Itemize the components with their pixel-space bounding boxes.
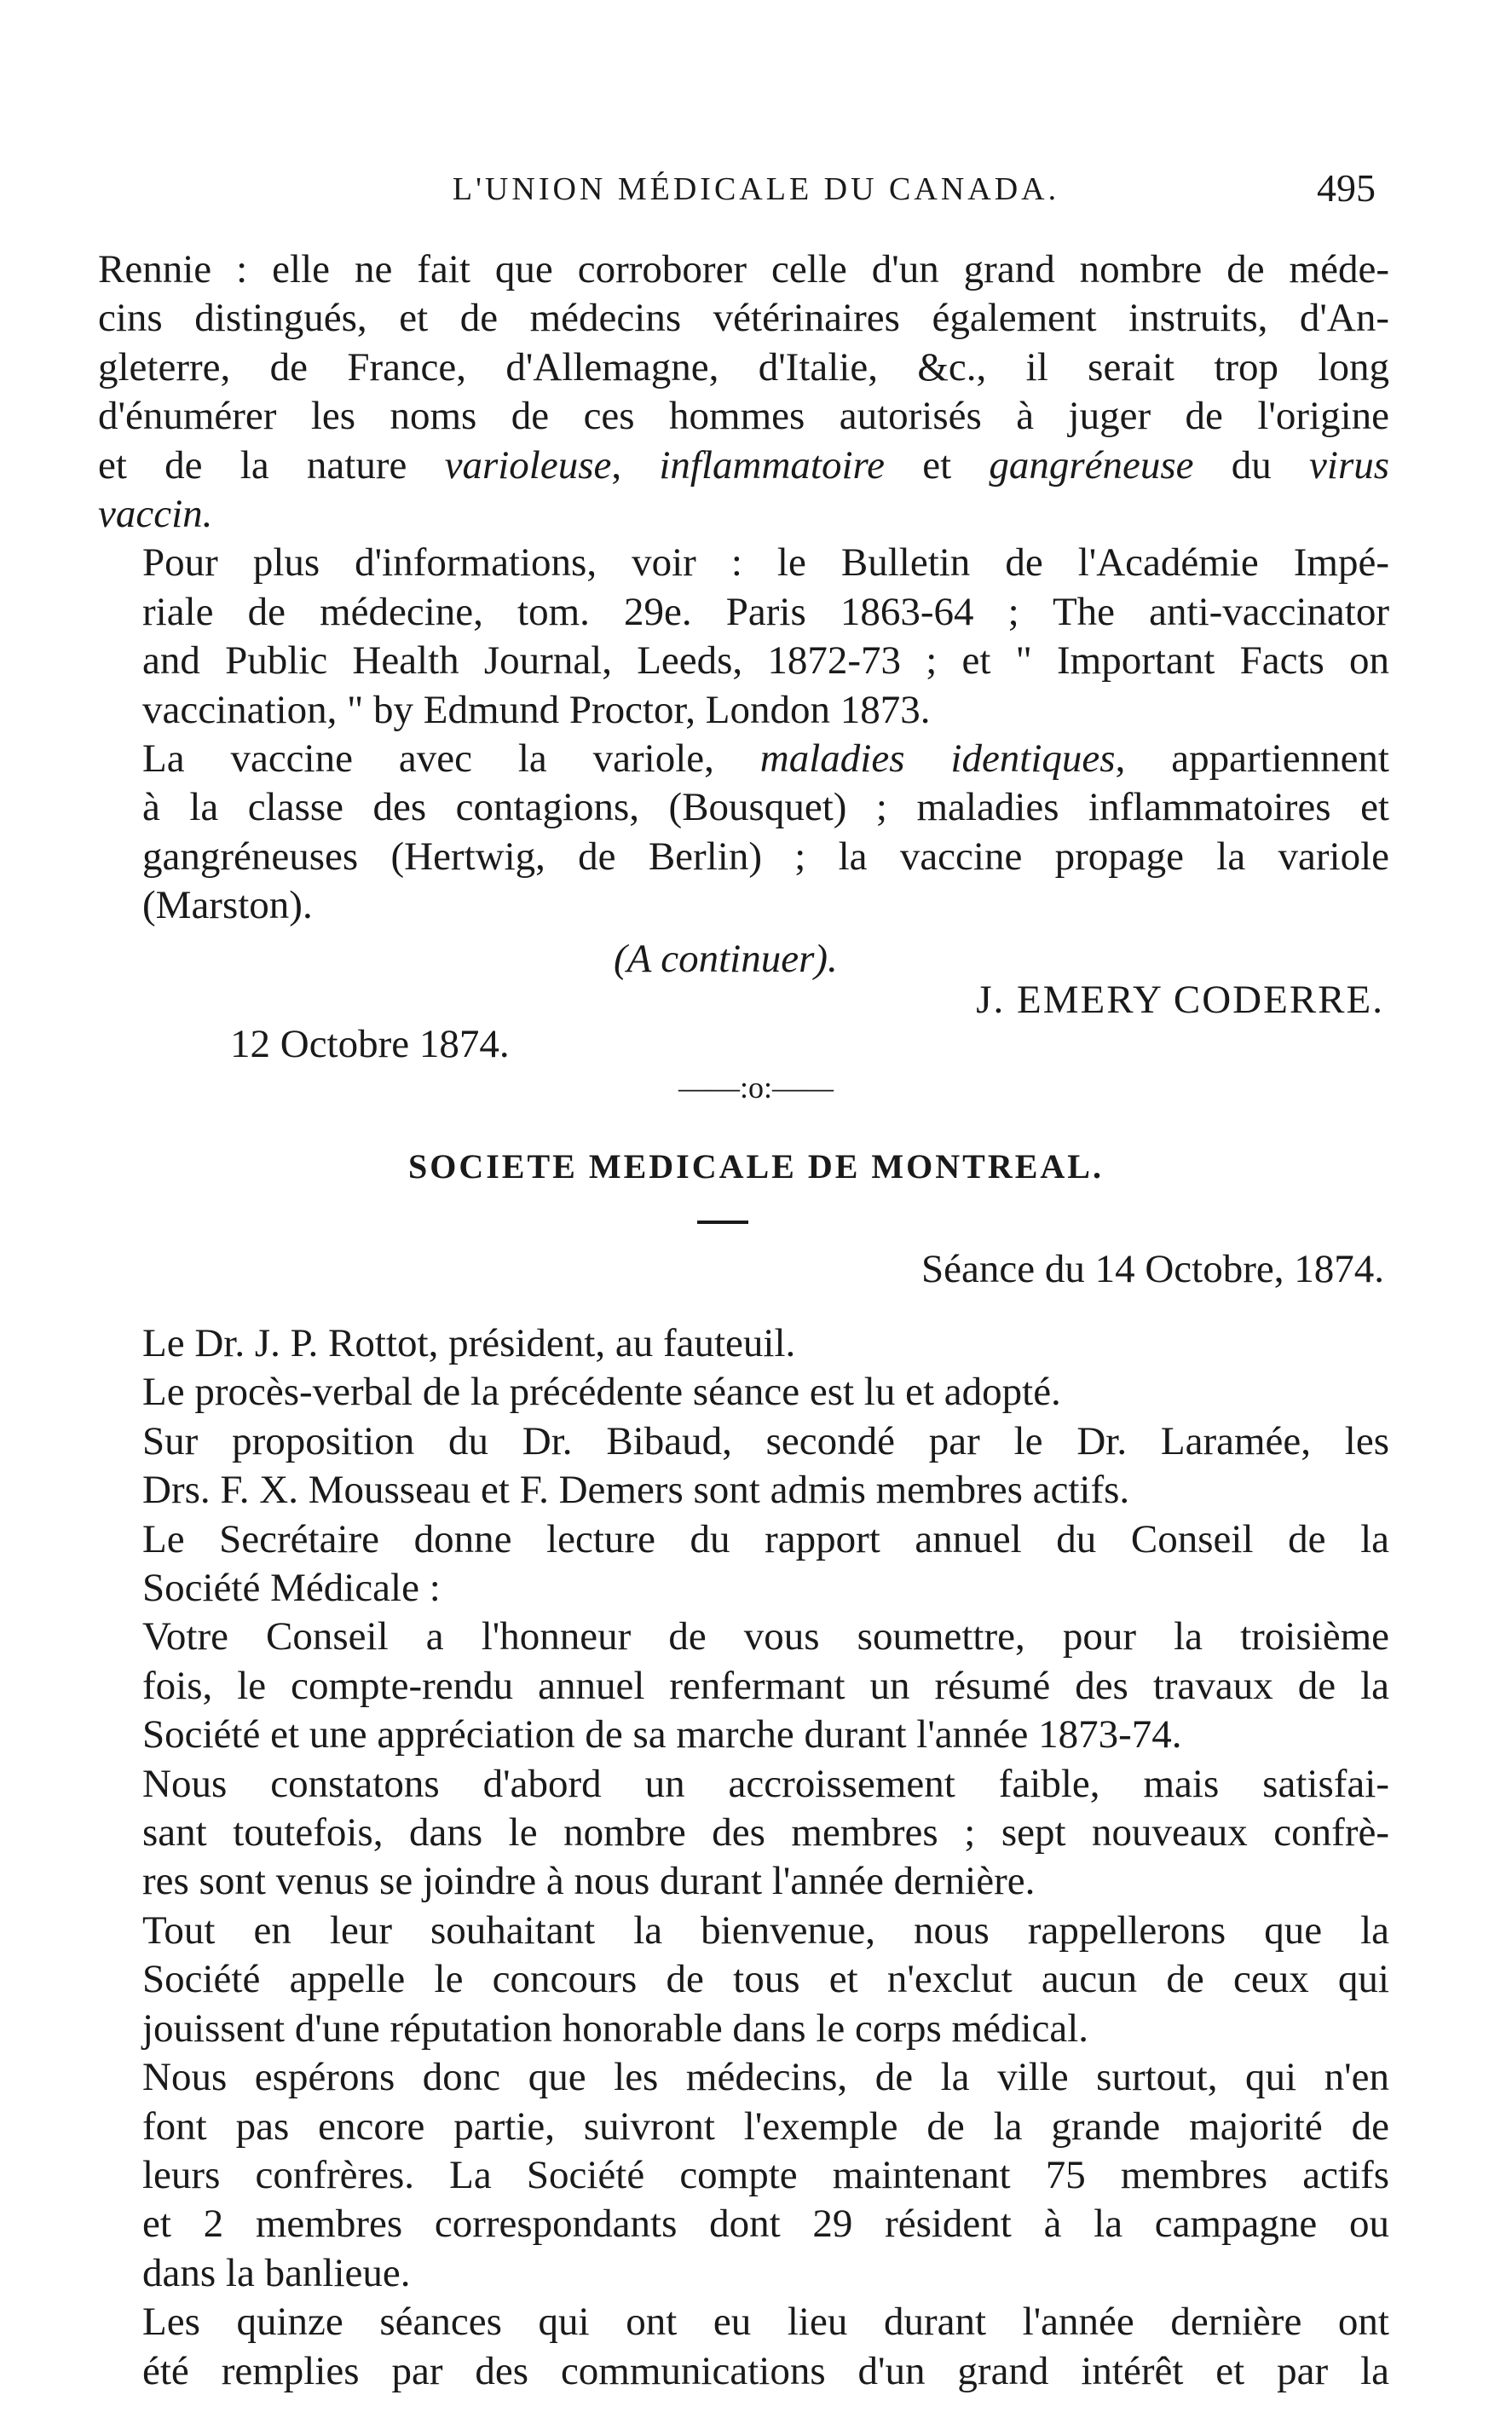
text-line: Société et une appréciation de sa marche durant l'année 1873-74. [142, 1712, 1182, 1757]
article-date: 12 Octobre 1874. [230, 1022, 510, 1066]
text-line: jouissent d'une réputation honorable dans le corps médical. [142, 2006, 1089, 2051]
text-line: res sont venus se joindre à nous durant l'année dernière. [142, 1859, 1036, 1904]
page-number: 495 [1317, 166, 1376, 210]
text-line: gleterre, de France, d'Allemagne, d'Italie, &c., il serait trop long [98, 344, 1389, 390]
text-line: vaccination, " by Edmund Proctor, London 1873. [142, 687, 931, 732]
text-line: Votre Conseil a l'honneur de vous soumettre, pour la troisième [142, 1614, 1389, 1659]
text-line: leurs confrères. La Société compte maintenant 75 membres actifs [142, 2152, 1389, 2197]
text-line: été remplies par des communications d'un grand intérêt et par la [142, 2348, 1389, 2393]
text-line: Société appelle le concours de tous et n'exclut aucun de ceux qui [142, 1957, 1389, 2002]
text-fragment: , [611, 442, 660, 488]
to-be-continued: (A continuer). [614, 937, 838, 981]
text-line: Le procès-verbal de la précédente séance est lu et adopté. [142, 1370, 1061, 1415]
italic-term: maladies identiques [759, 736, 1116, 782]
text-line: Rennie : elle ne fait que corroborer celle d'un grand nombre de méde- [98, 247, 1389, 291]
text-line: Le Dr. J. P. Rottot, président, au fauteuil. [142, 1321, 796, 1365]
text-line: Les quinze séances qui ont eu lieu durant l'année dernière ont [142, 2300, 1389, 2345]
text-line: d'énumérer les noms de ces hommes autorisés à juger de l'origine [98, 394, 1389, 439]
text-line: (Marston). [142, 883, 313, 928]
text-line: riale de médecine, tom. 29e. Paris 1863-64 ; The anti-vaccinator [142, 589, 1389, 634]
text-line [98, 442, 1389, 490]
minutes-paragraph [98, 1613, 1389, 1759]
text-line: gangréneuses (Hertwig, de Berlin) ; la vaccine propage la variole [142, 834, 1389, 879]
running-title: L'UNION MÉDICALE DU CANADA. [452, 171, 1060, 207]
text-line: Sur proposition du Dr. Bibaud, secondé par le Dr. Laramée, les [142, 1418, 1389, 1463]
text-fragment: et de la nature [98, 442, 445, 488]
text-line: Société Médicale : [142, 1566, 441, 1611]
text-line: fois, le compte-rendu annuel renfermant un résumé des travaux de la [142, 1663, 1389, 1708]
italic-term: gangréneuse [989, 442, 1194, 488]
text-line: cins distingués, et de médecins vétérinaires également instruits, d'An- [98, 296, 1389, 341]
text-line: and Public Health Journal, Leeds, 1872-73 ; et " Important Facts on [142, 638, 1389, 684]
text-line: dans la banlieue. [142, 2250, 411, 2295]
text-fragment: et [884, 442, 990, 488]
text-line: Tout en leur souhaitant la bienvenue, nous rappellerons que la [142, 1907, 1389, 1953]
text-line: et 2 membres correspondants dont 29 résident à la campagne ou [142, 2202, 1389, 2247]
author-signature: J. EMERY CODERRE. [976, 978, 1384, 1022]
minutes-paragraph [98, 1368, 1389, 1417]
minutes-paragraph [98, 2298, 1389, 2396]
text-line: Pour plus d'informations, voir : le Bulletin de l'Académie Impé- [142, 540, 1389, 586]
meeting-minutes [98, 1319, 1389, 2396]
text-line [98, 490, 1389, 539]
text-line: sant toutefois, dans le nombre des membres ; sept nouveaux confrè- [142, 1810, 1389, 1856]
text-line: Le Secrétaire donne lecture du rapport annuel du Conseil de la [142, 1516, 1389, 1561]
minutes-paragraph [98, 2053, 1389, 2298]
section-title: SOCIETE MEDICALE DE MONTREAL. [407, 1147, 1104, 1186]
minutes-paragraph [98, 1319, 1389, 1368]
minutes-paragraph [98, 1760, 1389, 1907]
minutes-paragraph [98, 1515, 1389, 1613]
text-line [98, 735, 1389, 783]
paragraph-vaccine [98, 735, 1389, 931]
italic-term: inflammatoire [659, 442, 885, 488]
paragraph-rennie [98, 245, 1389, 539]
section-separator: ——:o:—— [678, 1071, 834, 1105]
italic-term: virus [1309, 442, 1390, 488]
text-line: Nous constatons d'abord un accroissement faible, mais satisfai- [142, 1761, 1389, 1806]
text-fragment: , appartiennent [1115, 736, 1389, 782]
text-line: à la classe des contagions, (Bousquet) ; maladies inflammatoires et [142, 785, 1389, 830]
italic-term: vaccin. [98, 492, 213, 537]
minutes-paragraph [98, 1417, 1389, 1515]
text-line: font pas encore partie, suivront l'exemple de la grande majorité de [142, 2104, 1389, 2149]
seance-date: Séance du 14 Octobre, 1874. [921, 1247, 1384, 1291]
paragraph-references [98, 539, 1389, 735]
title-rule [697, 1221, 748, 1224]
minutes-paragraph [98, 1907, 1389, 2053]
text-fragment: La vaccine avec la variole, [142, 736, 760, 782]
italic-term: varioleuse [444, 442, 612, 488]
text-fragment: du [1193, 442, 1310, 488]
text-line: Nous espérons donc que les médecins, de la ville surtout, qui n'en [142, 2055, 1389, 2100]
article-continuation [98, 245, 1389, 931]
running-head [0, 166, 1512, 222]
text-line: Drs. F. X. Mousseau et F. Demers sont admis membres actifs. [142, 1468, 1130, 1513]
